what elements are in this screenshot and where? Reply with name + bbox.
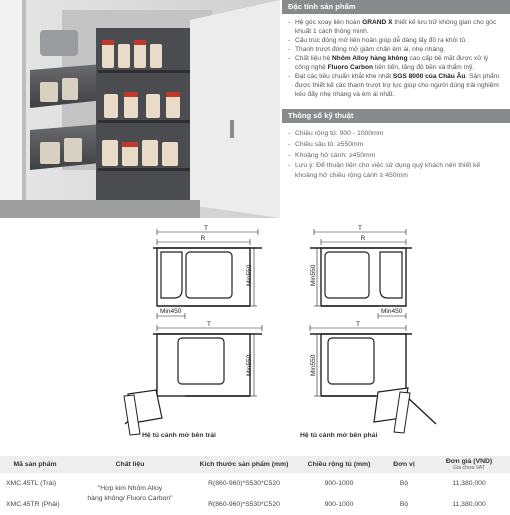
dim-T-3: T [207, 321, 211, 328]
spec-item: - Khoảng hở cánh: ≥450mm [288, 150, 504, 161]
spec-panel [282, 0, 510, 180]
cell-width: 900-1000 [324, 500, 354, 508]
feature-item: - Thanh trượt đóng mở giảm chấn êm ái, nhẹ nhàng. [288, 45, 504, 54]
left-caption: Hệ tủ cánh mở bên trái [142, 432, 216, 439]
plan-right-open [310, 325, 436, 433]
right-caption: Hệ tủ cánh mở bên phải [300, 432, 378, 439]
cell-price: 11,380,000 [452, 500, 486, 508]
cell-material: "Hợp kim Nhôm Alloy hàng không/ Fluoro Carbon" [87, 485, 173, 502]
spec-note: - Lưu ý: Để thuận tiện cho việc sử dụng quý khách nên thiết kế khoảng hở chiều rộng cánh ≥ 450mm [288, 161, 504, 180]
dim-min550-2: Min550 [310, 264, 317, 286]
dim-min550-4: Min550 [310, 354, 317, 376]
product-photo-illustration [0, 0, 280, 218]
cabinet-plans-svg [0, 220, 510, 455]
specs-list [282, 123, 510, 180]
feature-item: - Hệ góc xoay liên hoàn GRAND X thiết kế lưu trữ không gian cho góc khuất 1 cách thông minh. [288, 18, 504, 36]
plan-left-open [124, 325, 262, 435]
dim-min550-1: Min550 [246, 264, 253, 286]
feature-item: - Đạt các tiêu chuẩn khắt khe nhất SGS 8000 của Châu Âu. Sản phẩm được thiết kế các thanh trượt trợ lực giúp cho người dùng trải nghiệm kéo đẩy nhẹ nhàng và êm ái nhất. [288, 72, 504, 99]
specs-heading: Thông số kỹ thuật [282, 109, 510, 123]
col-material: Chất liệu [70, 456, 190, 473]
cell-code: XMC.45TR (Phải) [6, 500, 60, 508]
col-size: Kích thước sản phẩm (mm) [190, 456, 298, 473]
product-photo [0, 0, 280, 218]
cell-size: R(860-960)*S530*C520 [208, 479, 280, 487]
dim-min450-1: Min450 [160, 308, 182, 315]
cell-size: R(860-960)*S530*C520 [208, 500, 280, 508]
feature-item: - Chất liệu hệ Nhôm Alloy hàng không cao cấp bề mặt được xử lý công nghệ Fluoro Carbon tiên tiến, tăng độ bền và thẩm mỹ. [288, 54, 504, 72]
dim-min550-3: Min550 [246, 354, 253, 376]
features-list [282, 14, 510, 99]
dim-T-1: T [204, 225, 208, 232]
cell-price: 11,380,000 [452, 479, 486, 487]
cell-unit: Bộ [399, 479, 409, 487]
dim-T-2: T [358, 225, 362, 232]
plan-right-closed [310, 229, 412, 319]
col-code: Mã sản phẩm [0, 456, 70, 473]
table-row [0, 473, 510, 494]
col-price: Đơn giá (VND) Giá chưa VAT [428, 456, 510, 473]
dim-min450-2: Min450 [381, 308, 403, 315]
features-heading: Đặc tính sản phẩm [282, 0, 510, 14]
table-header-row [0, 456, 510, 473]
col-unit: Đơn vị [380, 456, 428, 473]
technical-diagrams [0, 220, 510, 455]
spec-item: - Chiều rộng tủ: 900 - 1000mm [288, 128, 504, 139]
dim-R-1: R [200, 235, 206, 242]
cell-unit: Bộ [399, 500, 409, 508]
dim-T-4: T [356, 321, 360, 328]
feature-item: - Cấu trúc đóng mở liên hoàn giúp dễ dàng lấy đồ ra khỏi tủ. [288, 36, 504, 45]
spec-item: - Chiều sâu tủ: ≥550mm [288, 139, 504, 150]
cell-width: 900-1000 [324, 479, 354, 487]
dim-R-2: R [360, 235, 366, 242]
cell-code: XMC.45TL (Trái) [6, 479, 57, 487]
product-table [0, 456, 510, 515]
col-width: Chiều rộng tủ (mm) [298, 456, 380, 473]
